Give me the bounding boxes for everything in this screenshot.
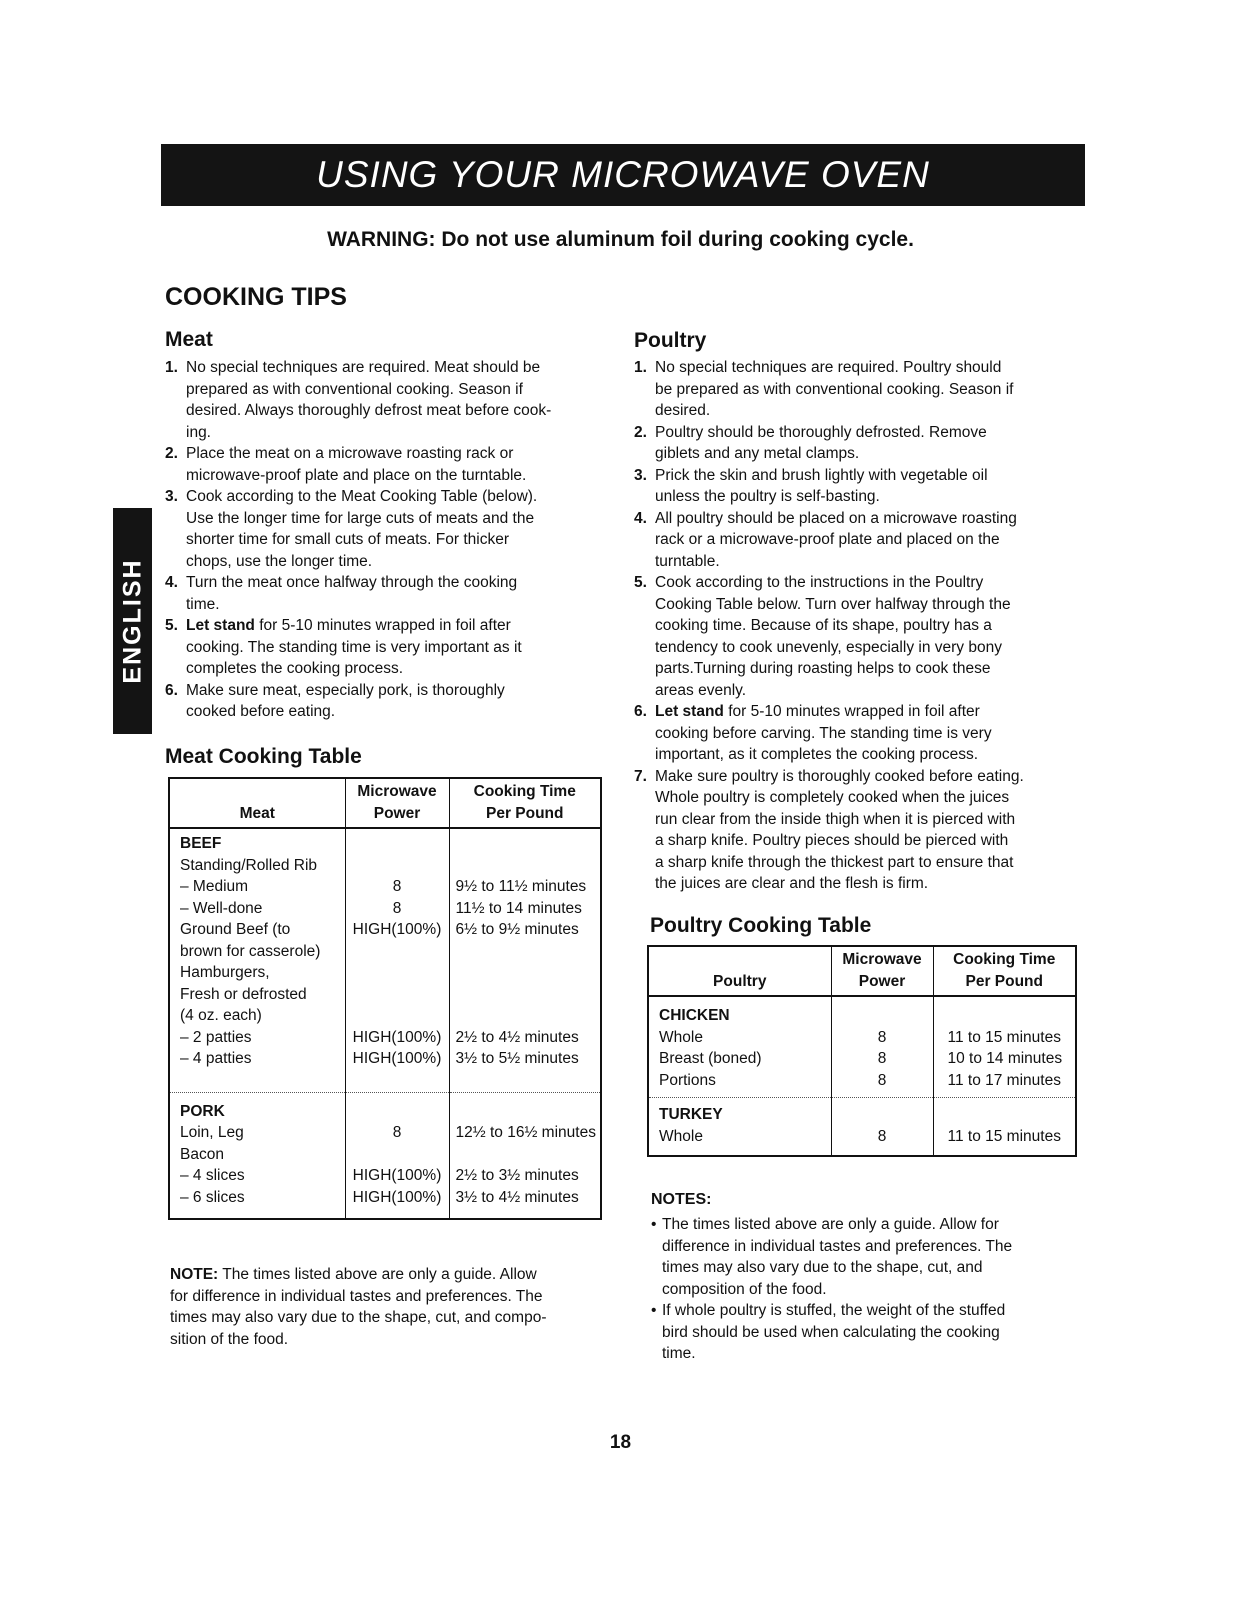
text-line: areas evenly. bbox=[655, 681, 747, 699]
meat-table-heading: Meat Cooking Table bbox=[165, 745, 362, 768]
cell-line bbox=[456, 855, 601, 877]
cell-line: – 4 slices bbox=[180, 1167, 245, 1184]
text-line: desired. Always thoroughly defrost meat before cook- bbox=[186, 402, 552, 419]
text-line: unless the poultry is self-basting. bbox=[655, 488, 880, 505]
cell-line bbox=[346, 984, 449, 1006]
text-line: All poultry should be placed on a microwave roasting bbox=[655, 509, 1017, 527]
text-line: completes the cooking process. bbox=[186, 660, 404, 677]
text-line: parts.Turning during roasting helps to cook these bbox=[655, 660, 991, 677]
text-line: tendency to cook unevenly, especially in very bony bbox=[655, 638, 1002, 656]
text-line: be prepared as with conventional cooking. Season if bbox=[655, 380, 1014, 398]
cell-line: 8 bbox=[877, 1071, 887, 1089]
cell-line: HIGH(100%) bbox=[352, 1167, 442, 1184]
notes-list bbox=[651, 1214, 1091, 1365]
text-line: cooking before carving. The standing time is very bbox=[655, 724, 992, 742]
text-line: Cook according to the Meat Cooking Table (below). bbox=[186, 488, 538, 505]
cell-line bbox=[346, 855, 449, 877]
text-line: run clear from the inside thigh when it is pierced with bbox=[655, 810, 1016, 828]
poultry-steps-list bbox=[634, 357, 1084, 895]
cell-line: HIGH(100%) bbox=[352, 1028, 442, 1046]
cell-line: Hamburgers, bbox=[180, 964, 270, 981]
col-header-time: Cooking Time Per Pound bbox=[449, 778, 601, 828]
meat-step-4 bbox=[165, 572, 605, 615]
cell-line: 11 to 15 minutes bbox=[947, 1028, 1061, 1046]
text-line: composition of the food. bbox=[662, 1280, 827, 1298]
text-line: giblets and any metal clamps. bbox=[655, 445, 860, 462]
cell-line: 2½ to 4½ minutes bbox=[455, 1028, 579, 1046]
cell-line: 8 bbox=[877, 1127, 887, 1145]
language-tab-label: ENGLISH bbox=[118, 558, 146, 684]
table-row-chicken bbox=[648, 996, 1076, 1098]
step-number: 3. bbox=[634, 466, 647, 484]
cell-line: HIGH(100%) bbox=[352, 1050, 442, 1067]
text-line: the juices are clear and the flesh is firm. bbox=[655, 875, 929, 892]
text-line: Turn the meat once halfway through the cooking bbox=[186, 574, 518, 591]
text-line: • The times listed above are only a guide. Allow for bbox=[662, 1216, 999, 1233]
col-header-power: Microwave Power bbox=[345, 778, 449, 828]
text-line: rack or a microwave-proof plate and placed on the bbox=[655, 531, 1000, 548]
cell-line bbox=[346, 1144, 449, 1166]
text-line: Prick the skin and brush lightly with vegetable oil bbox=[655, 466, 988, 484]
step-number: 2. bbox=[165, 445, 178, 462]
cell-line: (4 oz. each) bbox=[180, 1007, 262, 1024]
step-number: 2. bbox=[634, 423, 647, 441]
cooking-tips-heading: COOKING TIPS bbox=[165, 283, 347, 311]
step-number: 4. bbox=[634, 509, 647, 527]
text-line: Cook according to the instructions in the Poultry bbox=[655, 574, 984, 591]
cell-line: Breast (boned) bbox=[659, 1050, 762, 1067]
text-line: a sharp knife through the thickest part to ensure that bbox=[655, 853, 1014, 871]
text-line: times may also vary due to the shape, cut, and bbox=[662, 1259, 983, 1276]
text-line: time. bbox=[662, 1345, 696, 1362]
text-line: a sharp knife. Poultry pieces should be pierced with bbox=[655, 832, 1009, 849]
cell-line: – 6 slices bbox=[180, 1188, 245, 1206]
text-line: time. bbox=[186, 595, 220, 613]
text-line: bird should be used when calculating the cooking bbox=[662, 1323, 1000, 1341]
step-number: 1. bbox=[165, 359, 178, 376]
cell-line: – Well-done bbox=[180, 899, 263, 917]
table-header-row bbox=[648, 946, 1076, 996]
poultry-step-1 bbox=[634, 357, 1084, 422]
cell-line: Whole bbox=[659, 1028, 703, 1046]
poultry-heading: Poultry bbox=[634, 329, 707, 352]
table-row-beef bbox=[169, 828, 601, 1092]
notes-heading: NOTES: bbox=[651, 1191, 712, 1208]
poultry-step-2 bbox=[634, 422, 1084, 465]
note-bullet-2 bbox=[651, 1300, 1091, 1365]
text-line: Place the meat on a microwave roasting rack or bbox=[186, 445, 514, 462]
text-line: cooking. The standing time is very important as it bbox=[186, 638, 522, 656]
text-line: No special techniques are required. Meat should be bbox=[186, 359, 541, 376]
cell-line bbox=[456, 1005, 601, 1027]
note-bullet-1 bbox=[651, 1214, 1091, 1300]
poultry-step-6 bbox=[634, 701, 1084, 766]
text-line: Let stand for 5-10 minutes wrapped in foil after bbox=[186, 617, 511, 634]
text-line: cooked before eating. bbox=[186, 703, 336, 720]
meat-steps-list bbox=[165, 357, 605, 723]
cell-line: 11 to 15 minutes bbox=[947, 1127, 1061, 1145]
text-line: ing. bbox=[186, 423, 211, 441]
cell-line: 6½ to 9½ minutes bbox=[455, 921, 579, 938]
emphasis-text: Let stand bbox=[186, 617, 255, 634]
cell-line bbox=[456, 984, 601, 1006]
meat-step-2 bbox=[165, 443, 605, 486]
text-line: Let stand for 5-10 minutes wrapped in foil after bbox=[655, 703, 980, 720]
text-line: shorter time for small cuts of meats. For thicker bbox=[186, 531, 510, 548]
text-line: No special techniques are required. Poultry should bbox=[655, 359, 1002, 376]
text-line: microwave-proof plate and place on the turntable. bbox=[186, 466, 527, 484]
step-number: 6. bbox=[165, 681, 178, 699]
text-line: Make sure poultry is thoroughly cooked before eating. bbox=[655, 767, 1024, 785]
warning-text: WARNING: Do not use aluminum foil during cooking cycle. bbox=[327, 228, 914, 251]
group-label: CHICKEN bbox=[659, 1007, 730, 1024]
cell-line: Ground Beef (to bbox=[180, 921, 291, 938]
table-header-row bbox=[169, 778, 601, 828]
step-number: 3. bbox=[165, 488, 178, 505]
cell-line: 8 bbox=[877, 1028, 887, 1046]
text-line: Use the longer time for large cuts of meats and the bbox=[186, 509, 535, 527]
text-line: Make sure meat, especially pork, is thoroughly bbox=[186, 681, 505, 699]
text-line: Cooking Table below. Turn over halfway through the bbox=[655, 595, 1011, 613]
cell-line: brown for casserole) bbox=[180, 942, 321, 960]
page-banner: USING YOUR MICROWAVE OVEN bbox=[161, 144, 1085, 206]
poultry-step-7 bbox=[634, 766, 1084, 895]
cell-line: 9½ to 11½ minutes bbox=[455, 878, 587, 895]
step-number: 1. bbox=[634, 359, 647, 376]
col-header-poultry: Poultry bbox=[648, 946, 831, 996]
cell-line bbox=[456, 962, 601, 984]
page-number: 18 bbox=[609, 1432, 632, 1453]
cell-line: HIGH(100%) bbox=[352, 921, 442, 938]
group-label: TURKEY bbox=[659, 1106, 723, 1123]
text-line: Poultry should be thoroughly defrosted. Remove bbox=[655, 423, 987, 441]
text-line: Whole poultry is completely cooked when the juices bbox=[655, 789, 1010, 806]
cell-line: – Medium bbox=[180, 878, 249, 895]
text-line: difference in individual tastes and preferences. The bbox=[662, 1237, 1013, 1255]
language-tab bbox=[113, 508, 152, 734]
cell-line: sition of the food. bbox=[170, 1330, 289, 1348]
poultry-step-3 bbox=[634, 465, 1084, 508]
group-label: BEEF bbox=[180, 835, 222, 852]
cell-line: 8 bbox=[392, 1124, 402, 1141]
cell-line: 8 bbox=[392, 878, 402, 895]
step-number: 5. bbox=[634, 574, 647, 591]
meat-table-note: NOTE: The times listed above are only a guide. Allow for difference in individual tastes and preferences. The times may also vary due to the shape, cut, and compo- sition of the food. bbox=[170, 1264, 610, 1350]
cell-line: Bacon bbox=[180, 1145, 224, 1163]
cell-line: Standing/Rolled Rib bbox=[180, 856, 318, 874]
meat-step-1 bbox=[165, 357, 605, 443]
col-header-power: Microwave Power bbox=[831, 946, 933, 996]
step-number: 5. bbox=[165, 617, 178, 634]
poultry-step-5 bbox=[634, 572, 1084, 701]
emphasis-text: Let stand bbox=[655, 703, 724, 720]
text-line: turntable. bbox=[655, 552, 720, 570]
cell-line: 10 to 14 minutes bbox=[947, 1050, 1063, 1067]
poultry-cooking-table bbox=[647, 945, 1077, 1157]
meat-step-6 bbox=[165, 680, 605, 723]
cell-line: 3½ to 4½ minutes bbox=[455, 1188, 579, 1206]
step-number: 4. bbox=[165, 574, 178, 591]
poultry-step-4 bbox=[634, 508, 1084, 573]
cell-line: Whole bbox=[659, 1127, 703, 1145]
text-line: prepared as with conventional cooking. Season if bbox=[186, 380, 523, 398]
text-line: • If whole poultry is stuffed, the weight of the stuffed bbox=[662, 1302, 1006, 1319]
cell-line: 3½ to 5½ minutes bbox=[455, 1050, 579, 1067]
step-number: 7. bbox=[634, 767, 647, 785]
cell-line bbox=[456, 1144, 601, 1166]
cell-line: – 4 patties bbox=[180, 1050, 252, 1067]
meat-cooking-table bbox=[168, 777, 602, 1220]
cell-line: for difference in individual tastes and preferences. The bbox=[170, 1287, 543, 1305]
cell-line: – 2 patties bbox=[180, 1028, 252, 1046]
table-row-pork bbox=[169, 1092, 601, 1219]
cell-line: 11½ to 14 minutes bbox=[455, 899, 582, 917]
cell-line bbox=[456, 941, 601, 963]
meat-step-3 bbox=[165, 486, 605, 572]
text-line: chops, use the longer time. bbox=[186, 552, 373, 570]
cell-line: Portions bbox=[659, 1071, 716, 1089]
text-line: cooking time. Because of its shape, poultry has a bbox=[655, 617, 992, 634]
meat-heading: Meat bbox=[165, 328, 213, 351]
col-header-meat: Meat bbox=[169, 778, 345, 828]
cell-line: 12½ to 16½ minutes bbox=[455, 1124, 596, 1141]
text-line: important, as it completes the cooking process. bbox=[655, 746, 979, 763]
step-number: 6. bbox=[634, 703, 647, 720]
cell-line: 8 bbox=[392, 899, 402, 917]
cell-line bbox=[346, 1005, 449, 1027]
meat-step-5 bbox=[165, 615, 605, 680]
cell-line bbox=[346, 941, 449, 963]
cell-line: 2½ to 3½ minutes bbox=[455, 1167, 579, 1184]
col-header-time: Cooking Time Per Pound bbox=[933, 946, 1076, 996]
cell-line: times may also vary due to the shape, cut, and compo- bbox=[170, 1309, 547, 1326]
poultry-table-heading: Poultry Cooking Table bbox=[650, 914, 872, 937]
group-label: PORK bbox=[180, 1102, 225, 1120]
table-row-turkey bbox=[648, 1098, 1076, 1157]
cell-line: Loin, Leg bbox=[180, 1124, 244, 1141]
cell-line: 11 to 17 minutes bbox=[947, 1071, 1061, 1089]
cell-line: HIGH(100%) bbox=[352, 1188, 442, 1206]
cell-line: 8 bbox=[877, 1050, 887, 1067]
cell-line bbox=[346, 962, 449, 984]
text-line: desired. bbox=[655, 402, 711, 419]
cell-line: Fresh or defrosted bbox=[180, 985, 307, 1003]
